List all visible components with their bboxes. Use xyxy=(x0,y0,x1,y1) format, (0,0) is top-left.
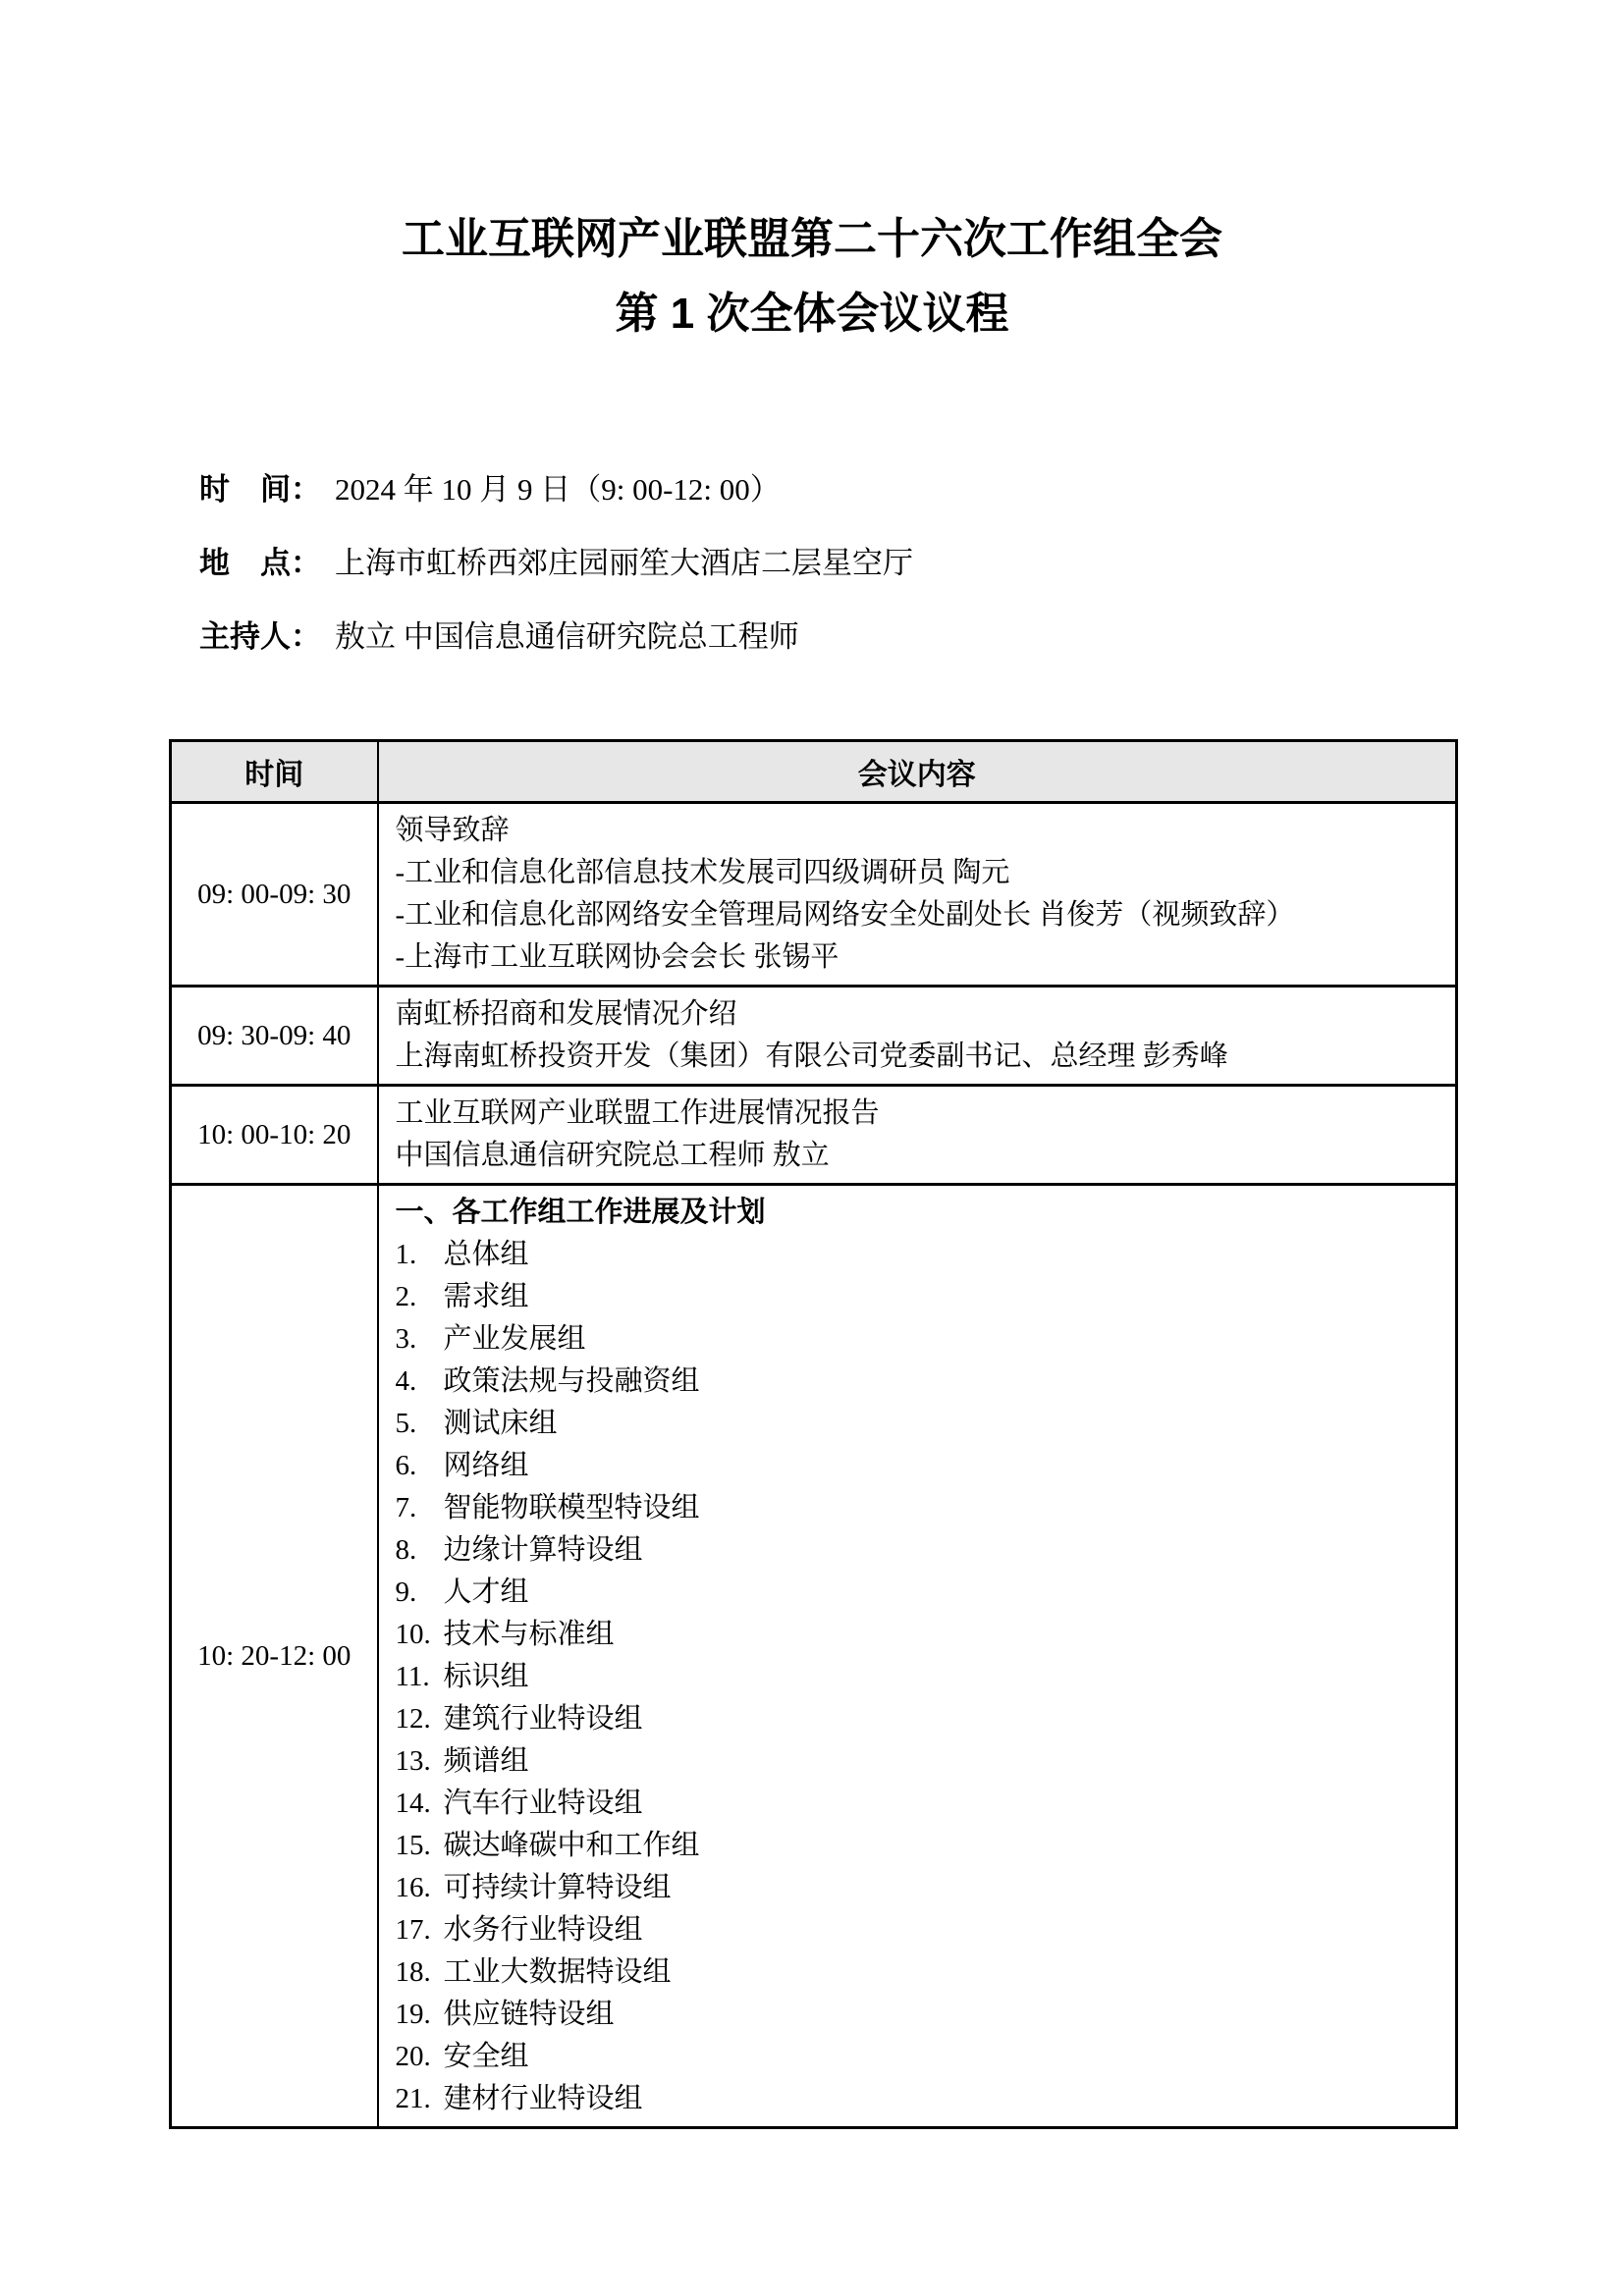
agenda-line: 领导致辞 xyxy=(395,815,510,846)
agenda-item-text: 建材行业特设组 xyxy=(443,2083,643,2114)
content-cell xyxy=(378,803,1457,987)
title-line-1: 工业互联网产业联盟第二十六次工作组全会 xyxy=(402,215,1222,263)
agenda-item-number: 3. xyxy=(395,1323,417,1355)
agenda-list-item xyxy=(396,1698,1444,1740)
meta-value-location: 上海市虹桥西郊庄园丽笙大酒店二层星空厅 xyxy=(335,546,913,580)
agenda-item-number: 7. xyxy=(395,1492,417,1523)
agenda-item-number: 21. xyxy=(395,2083,431,2114)
agenda-list-item xyxy=(396,1614,1444,1656)
agenda-item-number: 16. xyxy=(395,1872,431,1903)
agenda-item-number: 5. xyxy=(395,1408,417,1439)
agenda-item-number: 19. xyxy=(395,1999,431,2030)
document-title xyxy=(0,202,1624,351)
table-row xyxy=(171,803,1457,987)
agenda-list-item xyxy=(396,2036,1444,2078)
time-cell: 10: 00-10: 20 xyxy=(171,1086,378,1185)
agenda-item-text: 边缘计算特设组 xyxy=(443,1534,643,1566)
table-row xyxy=(171,1185,1457,2128)
agenda-item-number: 10. xyxy=(395,1619,431,1650)
agenda-item-text: 测试床组 xyxy=(443,1408,558,1439)
agenda-list-item xyxy=(396,1825,1444,1867)
agenda-item-text: 碳达峰碳中和工作组 xyxy=(443,1830,700,1861)
agenda-item-number: 8. xyxy=(395,1534,417,1566)
table-header-row xyxy=(171,741,1457,803)
agenda-list-item xyxy=(396,1529,1444,1572)
agenda-line: -工业和信息化部信息技术发展司四级调研员 陶元 xyxy=(395,857,1010,888)
agenda-item-text: 安全组 xyxy=(443,2041,529,2072)
agenda-line: -工业和信息化部网络安全管理局网络安全处副处长 肖俊芳（视频致辞） xyxy=(395,899,1295,931)
agenda-item-number: 2. xyxy=(395,1281,417,1312)
agenda-item-text: 产业发展组 xyxy=(443,1323,586,1355)
agenda-item-text: 政策法规与投融资组 xyxy=(443,1365,700,1397)
meta-block xyxy=(199,450,913,670)
agenda-item-number: 13. xyxy=(395,1745,431,1777)
agenda-item-text: 水务行业特设组 xyxy=(443,1914,643,1946)
agenda-item-number: 1. xyxy=(395,1239,417,1270)
time-cell: 09: 30-09: 40 xyxy=(171,987,378,1086)
agenda-item-text: 网络组 xyxy=(443,1450,529,1481)
agenda-item-text: 供应链特设组 xyxy=(443,1999,615,2030)
content-cell xyxy=(378,1185,1457,2128)
agenda-item-number: 17. xyxy=(395,1914,431,1946)
meta-row-host xyxy=(199,597,913,670)
agenda-line: -上海市工业互联网协会会长 张锡平 xyxy=(395,941,839,973)
agenda-item-number: 15. xyxy=(395,1830,431,1861)
agenda-item-number: 18. xyxy=(395,1956,431,1988)
agenda-list-item xyxy=(396,2078,1444,2120)
agenda-item-number: 4. xyxy=(395,1365,417,1397)
agenda-item-text: 人才组 xyxy=(443,1576,529,1608)
agenda-line: 南虹桥招商和发展情况介绍 xyxy=(395,998,737,1030)
agenda-item-number: 6. xyxy=(395,1450,417,1481)
content-cell xyxy=(378,987,1457,1086)
meta-label-location: 地 点： xyxy=(199,546,321,580)
agenda-line: 中国信息通信研究院总工程师 敖立 xyxy=(395,1140,830,1171)
agenda-item-number: 12. xyxy=(395,1703,431,1735)
agenda-item-text: 汽车行业特设组 xyxy=(443,1788,643,1819)
agenda-item-text: 频谱组 xyxy=(443,1745,529,1777)
agenda-list-item xyxy=(396,1572,1444,1614)
agenda-item-text: 需求组 xyxy=(443,1281,529,1312)
agenda-section-heading: 一、各工作组工作进展及计划 xyxy=(395,1197,766,1228)
agenda-list-item xyxy=(396,1487,1444,1529)
time-cell: 10: 20-12: 00 xyxy=(171,1185,378,2128)
table-header-time: 时间 xyxy=(171,741,378,803)
agenda-list-item xyxy=(396,1783,1444,1825)
agenda-line: 上海南虹桥投资开发（集团）有限公司党委副书记、总经理 彭秀峰 xyxy=(395,1041,1228,1072)
agenda-item-number: 14. xyxy=(395,1788,431,1819)
agenda-list-item xyxy=(396,1361,1444,1403)
time-cell: 09: 00-09: 30 xyxy=(171,803,378,987)
agenda-list-item xyxy=(396,1234,1444,1276)
agenda-list-item xyxy=(396,1445,1444,1487)
table-row xyxy=(171,987,1457,1086)
agenda-table xyxy=(169,739,1458,2129)
agenda-item-number: 11. xyxy=(395,1661,430,1692)
agenda-list-item xyxy=(396,1951,1444,1994)
agenda-list-item xyxy=(396,1740,1444,1783)
title-line-2: 第 1 次全体会议议程 xyxy=(615,290,1009,338)
agenda-list-item xyxy=(396,1318,1444,1361)
agenda-item-text: 建筑行业特设组 xyxy=(443,1703,643,1735)
meta-row-location xyxy=(199,523,913,597)
agenda-item-number: 20. xyxy=(395,2041,431,2072)
agenda-list-item xyxy=(396,1656,1444,1698)
agenda-item-text: 技术与标准组 xyxy=(443,1619,615,1650)
agenda-line: 工业互联网产业联盟工作进展情况报告 xyxy=(395,1097,880,1129)
agenda-list-item xyxy=(396,1867,1444,1909)
agenda-item-text: 总体组 xyxy=(443,1239,529,1270)
table-header-content: 会议内容 xyxy=(378,741,1457,803)
meta-row-time xyxy=(199,450,913,523)
agenda-list-item xyxy=(396,1403,1444,1445)
agenda-list-item xyxy=(396,1994,1444,2036)
agenda-list-item xyxy=(396,1909,1444,1951)
meta-value-host: 敖立 中国信息通信研究院总工程师 xyxy=(335,619,799,654)
content-cell xyxy=(378,1086,1457,1185)
agenda-item-text: 工业大数据特设组 xyxy=(443,1956,672,1988)
agenda-list-item xyxy=(396,1276,1444,1318)
meta-value-time: 2024 年 10 月 9 日（9: 00-12: 00） xyxy=(335,472,781,507)
agenda-item-text: 标识组 xyxy=(443,1661,529,1692)
agenda-item-number: 9. xyxy=(395,1576,417,1608)
table-row xyxy=(171,1086,1457,1185)
meta-label-host: 主持人： xyxy=(199,619,321,654)
agenda-item-text: 可持续计算特设组 xyxy=(443,1872,672,1903)
meta-label-time: 时 间： xyxy=(199,472,321,507)
agenda-item-text: 智能物联模型特设组 xyxy=(443,1492,700,1523)
